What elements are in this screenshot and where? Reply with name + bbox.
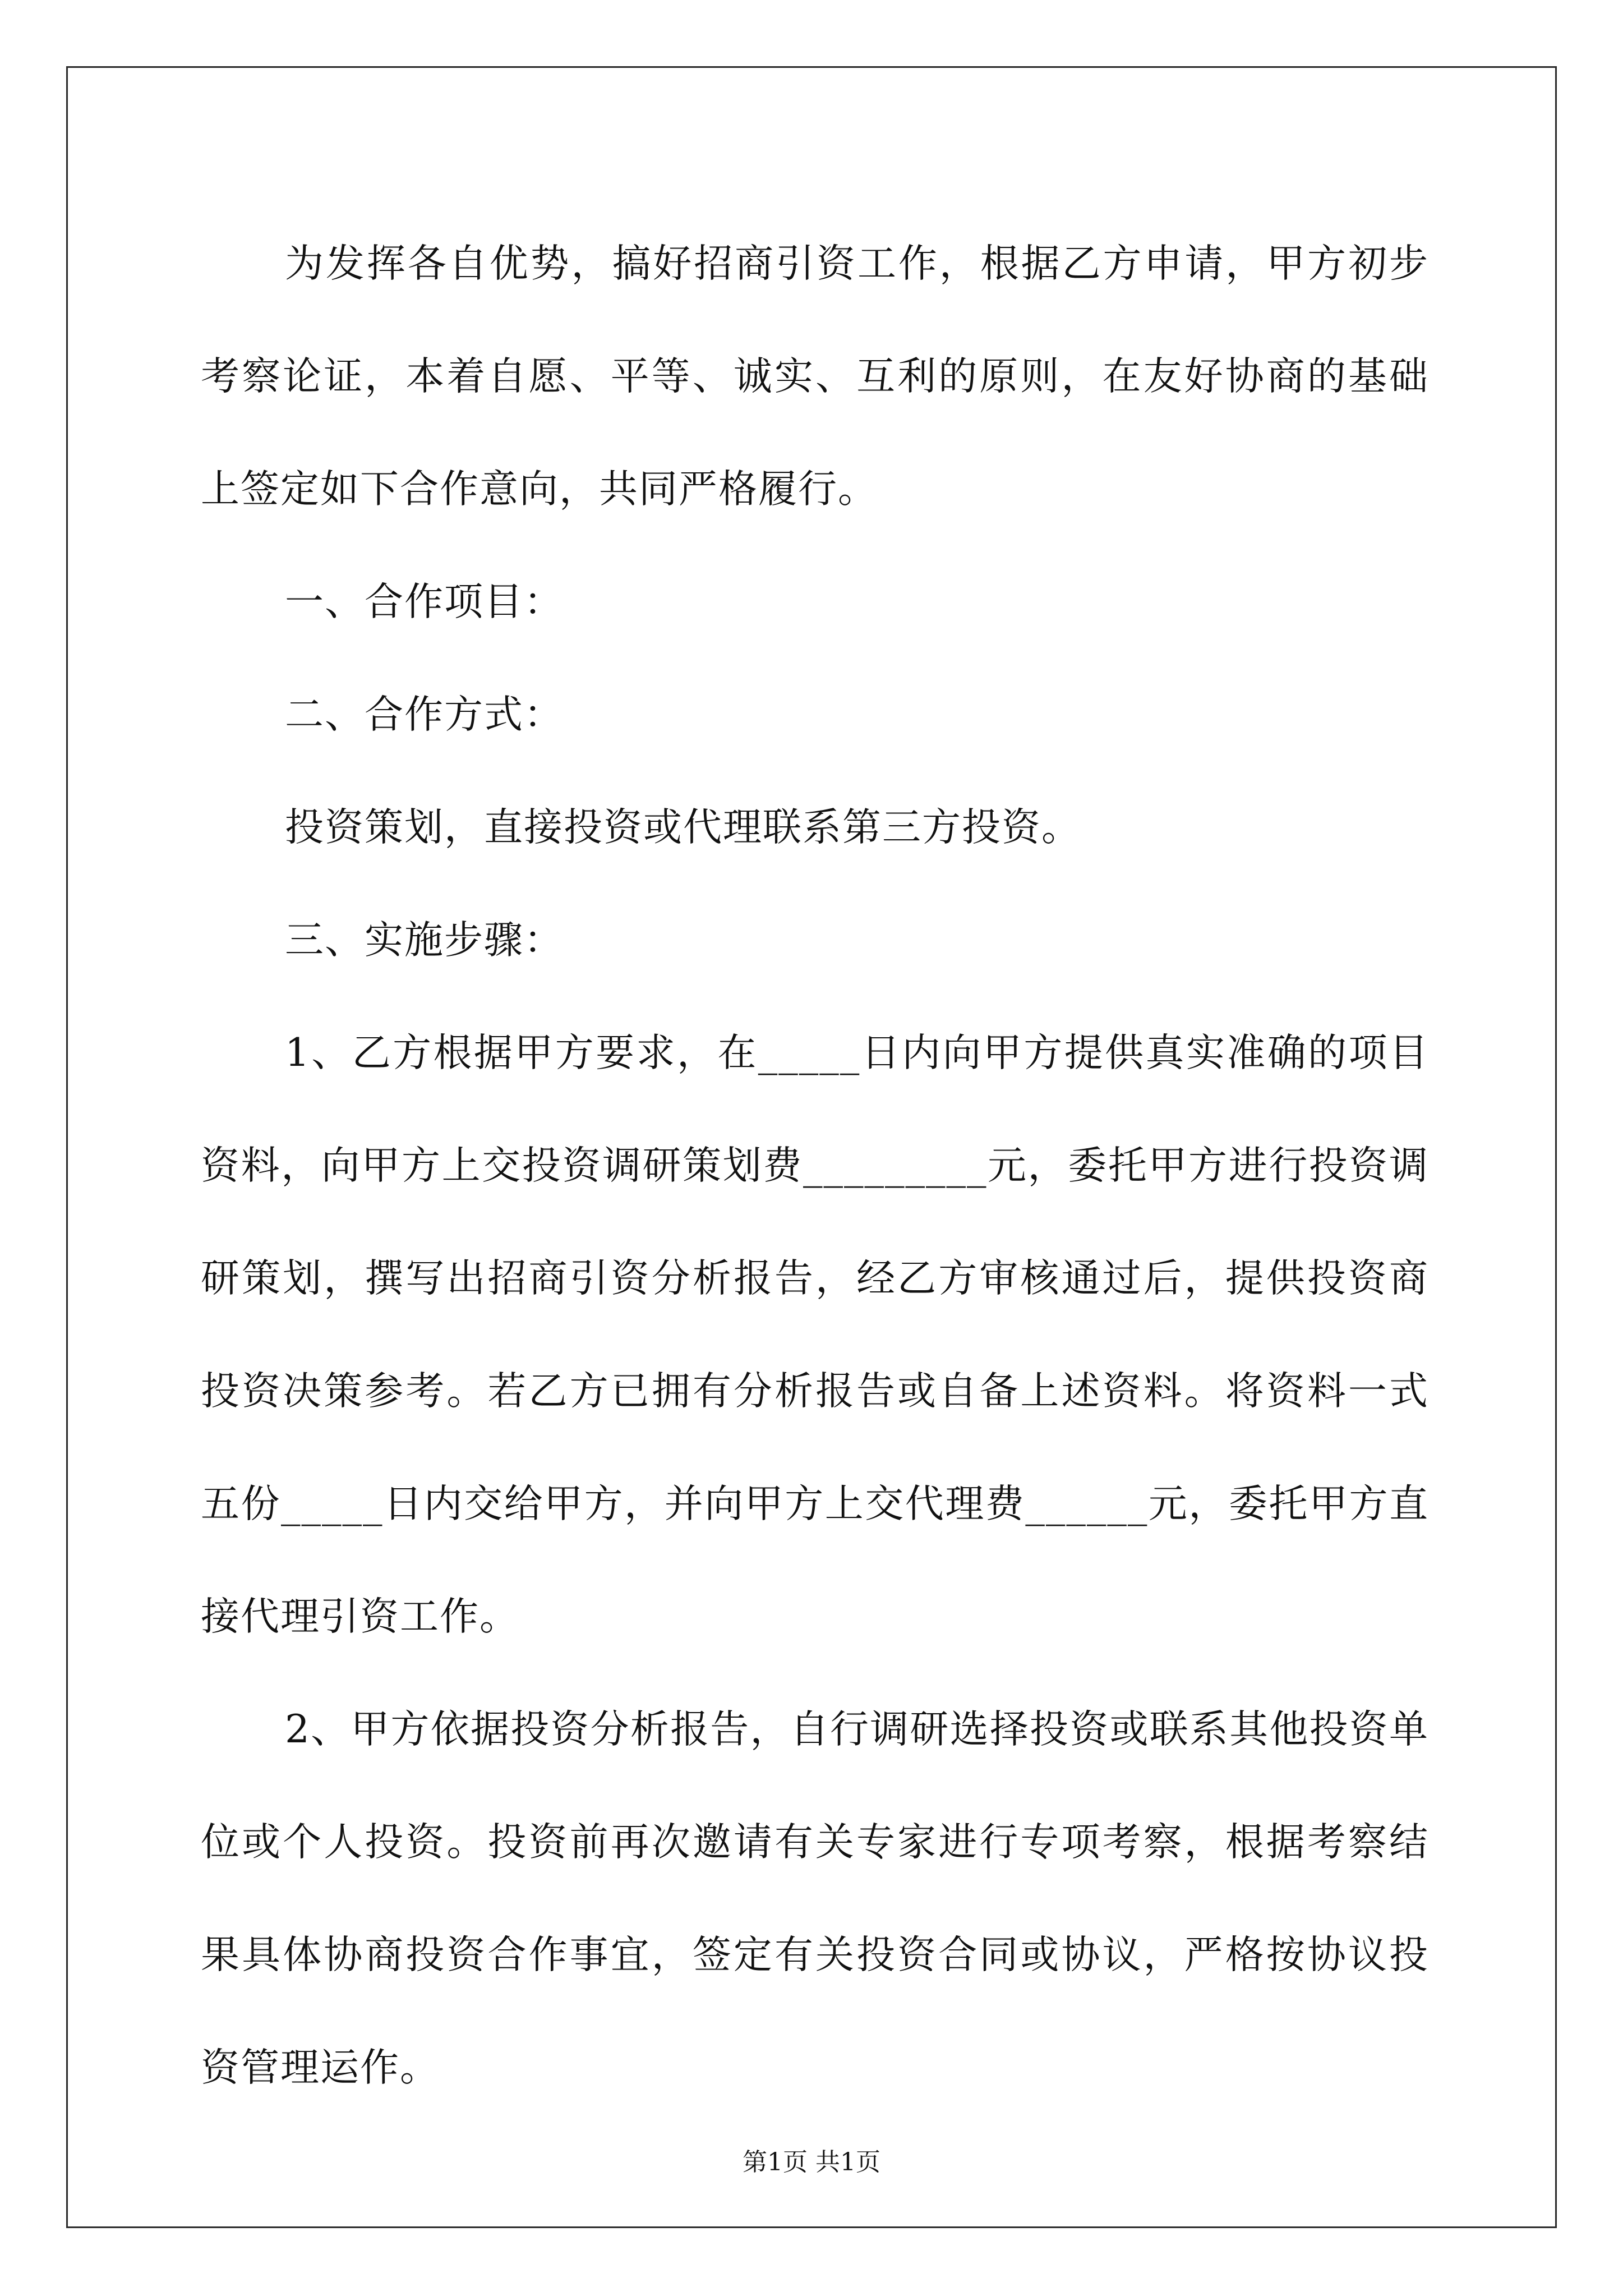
section-heading-cooperation-project: 一、合作项目： [285,579,564,624]
section-heading-implementation-steps: 三、实施步骤： [285,918,564,963]
paragraph-step-1: 1、乙方根据甲方要求，在_____日内向甲方提供真实准确的项目资料，向甲方上交投资调研策划费_________元，委托甲方进行投资调研策划，撰写出招商引资分析报告，经乙方审核通过后，提供投资商投资决策参考。若乙方已拥有分析报告或自备上述资料。将资料一式五份_____日内交给甲方，并向甲方上交代理费______元，委托甲方直接代理引资工作。 [201,1030,1429,1639]
document-body [201,208,1429,2124]
paragraph-step-2: 2、甲方依据投资分析报告，自行调研选择投资或联系其他投资单位或个人投资。投资前再次邀请有关专家进行专项考察，根据考察结果具体协商投资合作事宜，签定有关投资合同或协议，严格按协议投资管理运作。 [201,1707,1429,2090]
paragraph-cooperation-method: 投资策划，直接投资或代理联系第三方投资。 [285,805,1081,850]
section-heading-cooperation-method: 二、合作方式： [285,692,564,737]
page-footer: 第1页 共1页 [743,2148,880,2177]
paragraph-intro: 为发挥各自优势，搞好招商引资工作，根据乙方申请，甲方初步考察论证，本着自愿、平等、诚实、互利的原则，在友好协商的基础上签定如下合作意向，共同严格履行。 [201,241,1429,512]
